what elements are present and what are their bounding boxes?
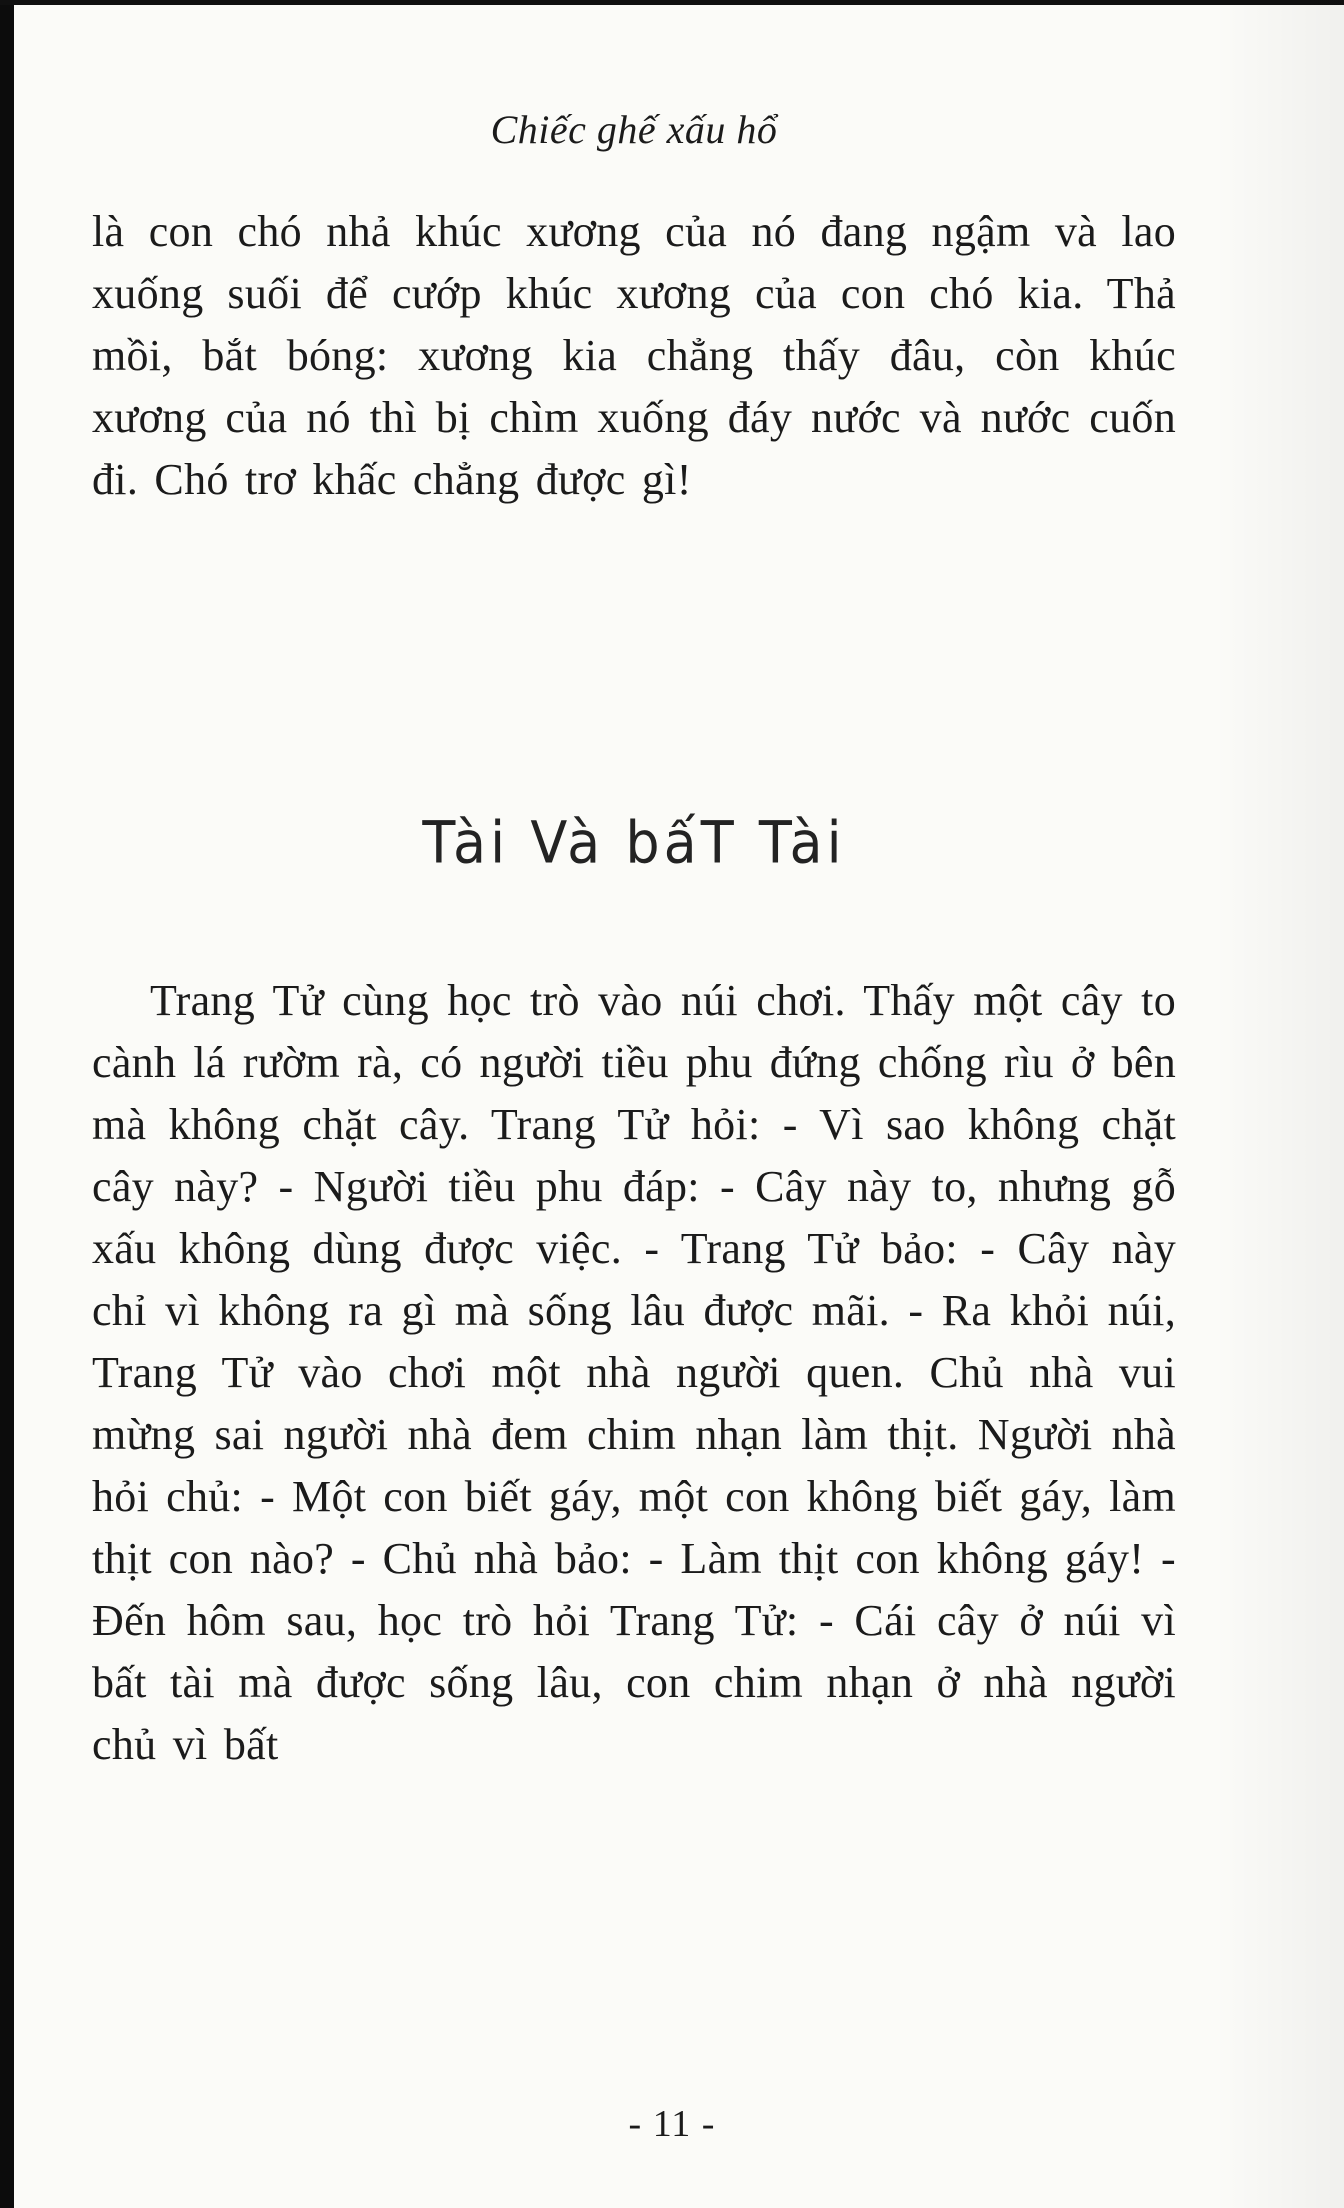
page-content	[92, 0, 1176, 1776]
story-paragraph: Trang Tử cùng học trò vào núi chơi. Thấy một cây to cành lá rườm rà, có người tiều phu đứng chống rìu ở bên mà không chặt cây. Trang Tử hỏi: - Vì sao không chặt cây này? - Người tiều phu đáp: - Cây này to, nhưng gỗ xấu không dùng được việc. - Trang Tử bảo: - Cây này chỉ vì không ra gì mà sống lâu được mãi. - Ra khỏi núi, Trang Tử vào chơi một nhà người quen. Chủ nhà vui mừng sai người nhà đem chim nhạn làm thịt. Người nhà hỏi chủ: - Một con biết gáy, một con không biết gáy, làm thịt con nào? - Chủ nhà bảo: - Làm thịt con không gáy! - Đến hôm sau, học trò hỏi Trang Tử: - Cái cây ở núi vì bất tài mà được sống lâu, con chim nhạn ở nhà người chủ vì bất	[92, 976, 1176, 1769]
page-number: - 11 -	[628, 2103, 716, 2145]
scan-shadow-right	[1214, 0, 1344, 2208]
scan-edge-left	[0, 0, 14, 2208]
running-header: Chiếc ghế xấu hổ	[490, 107, 778, 152]
section-title: Tài Và bấT Tài	[422, 808, 846, 877]
story-paragraph-continuation: là con chó nhả khúc xương của nó đang ngậm và lao xuống suối để cướp khúc xương của con chó kia. Thả mồi, bắt bóng: xương kia chẳng thấy đâu, còn khúc xương của nó thì bị chìm xuống đáy nước và nước cuốn đi. Chó trơ khấc chẳng được gì!	[92, 207, 1176, 504]
